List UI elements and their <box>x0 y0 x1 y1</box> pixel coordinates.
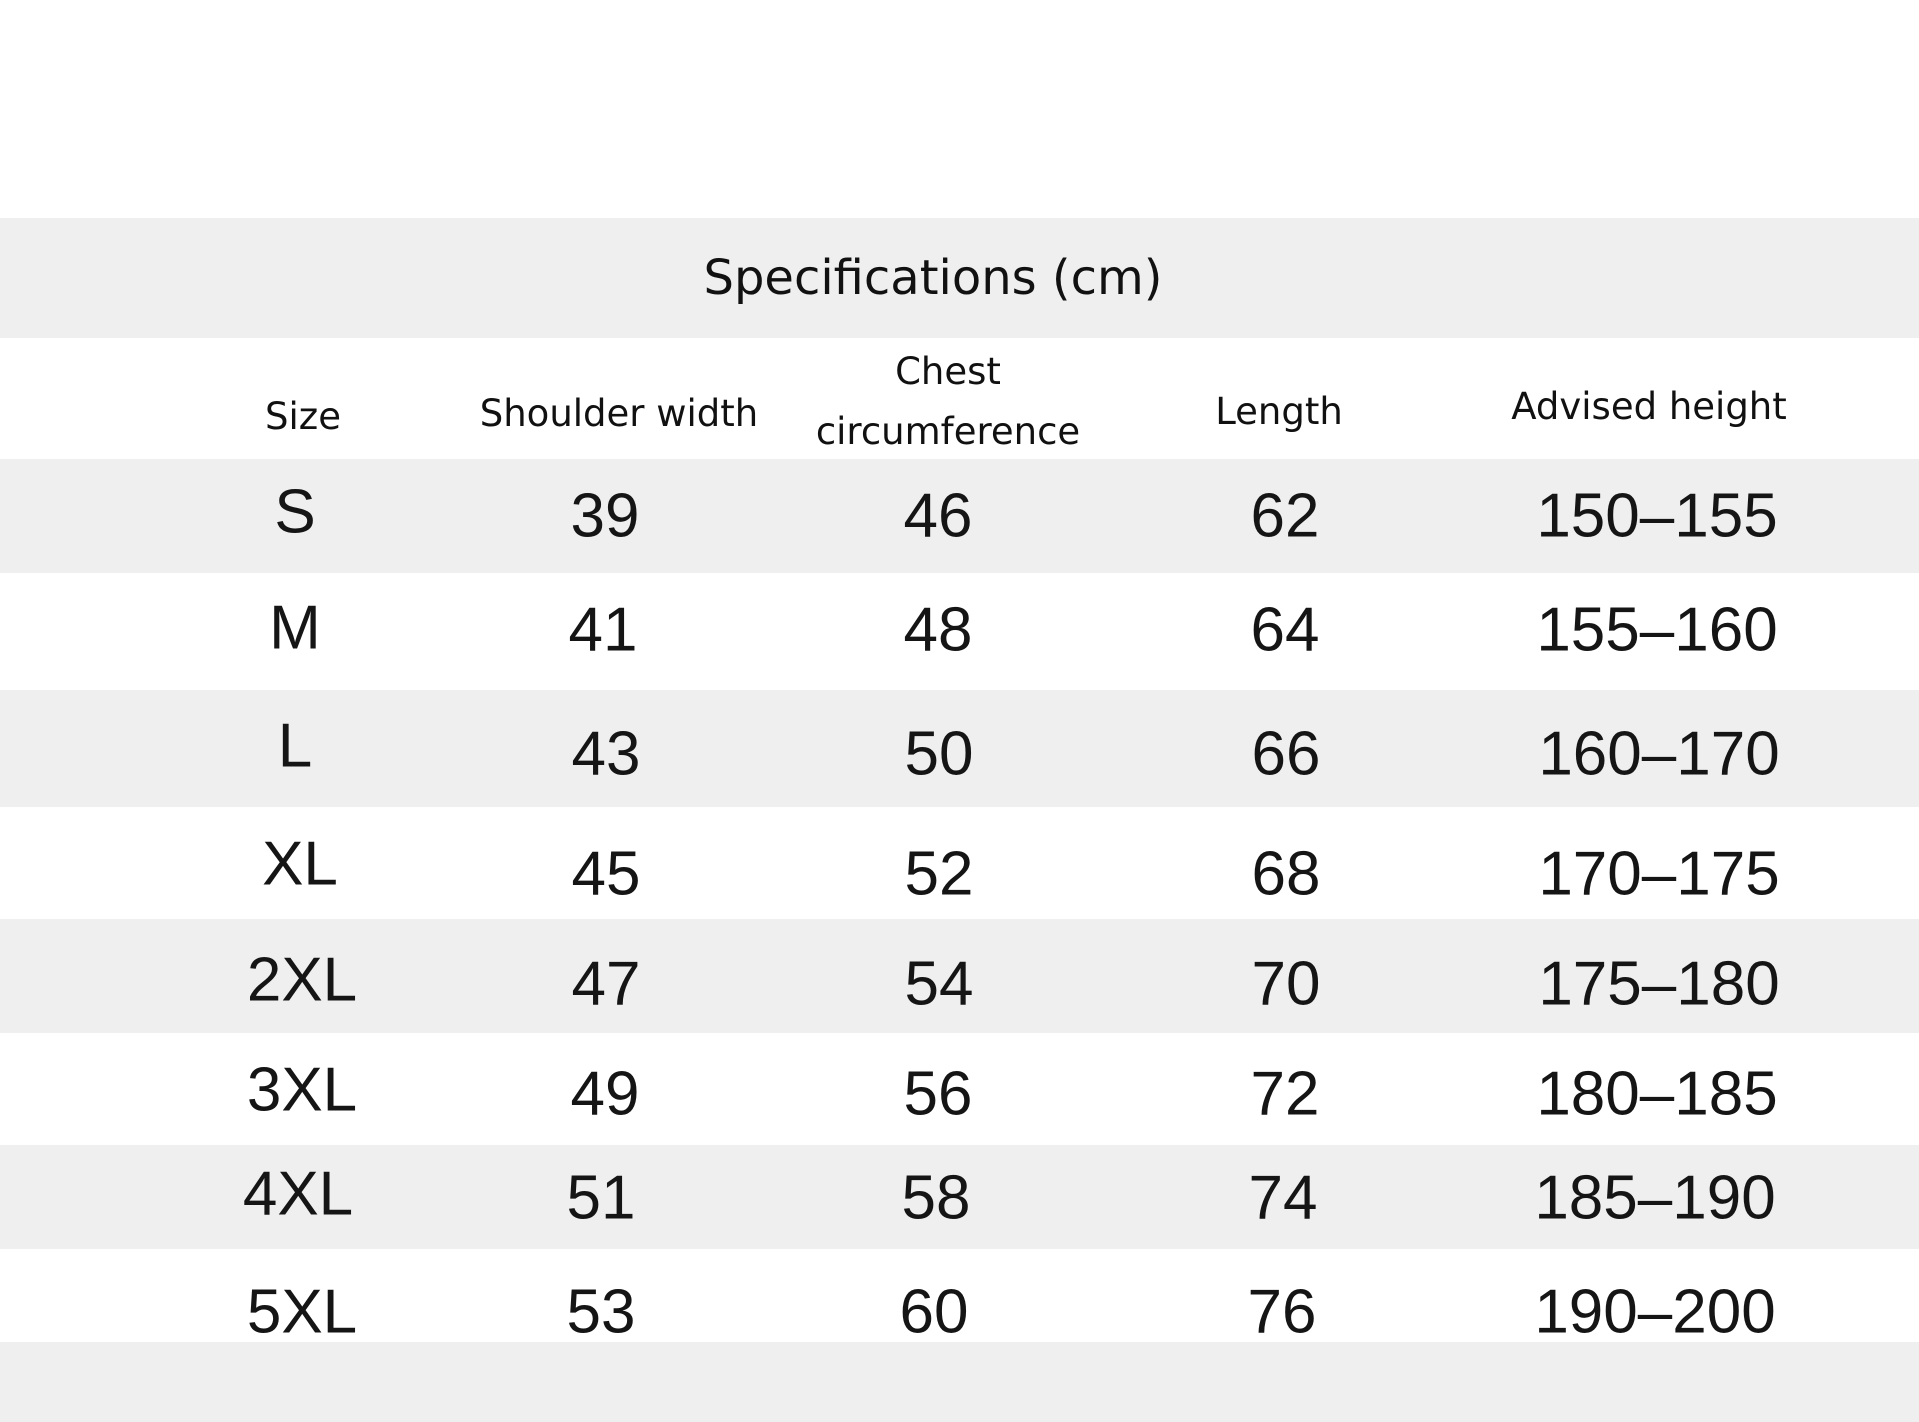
table-cell-length: 74 <box>1248 1163 1318 1233</box>
table-cell-height: 155–160 <box>1536 595 1778 665</box>
table-cell-chest: 56 <box>903 1059 973 1129</box>
table-cell-shoulder: 45 <box>571 839 641 909</box>
table-cell-shoulder: 41 <box>568 595 638 665</box>
table-cell-size: 3XL <box>246 1055 358 1125</box>
table-cell-shoulder: 39 <box>570 481 640 551</box>
table-cell-chest: 52 <box>904 839 974 909</box>
table-cell-height: 190–200 <box>1534 1277 1776 1347</box>
table-cell-length: 66 <box>1251 719 1321 789</box>
header-length: Length <box>1215 390 1343 433</box>
header-size: Size <box>265 395 341 438</box>
table-cell-length: 64 <box>1250 595 1320 665</box>
table-cell-height: 170–175 <box>1538 839 1780 909</box>
table-cell-length: 76 <box>1247 1277 1317 1347</box>
table-cell-height: 185–190 <box>1534 1163 1776 1233</box>
table-cell-chest: 50 <box>904 719 974 789</box>
table-cell-chest: 54 <box>904 949 974 1019</box>
table-cell-height: 150–155 <box>1536 481 1778 551</box>
table-cell-height: 175–180 <box>1538 949 1780 1019</box>
header-shoulder-width: Shoulder width <box>479 392 759 435</box>
table-cell-chest: 58 <box>901 1163 971 1233</box>
table-cell-length: 62 <box>1250 481 1320 551</box>
table-cell-size: S <box>274 477 316 547</box>
table-cell-chest: 48 <box>903 595 973 665</box>
table-cell-height: 160–170 <box>1538 719 1780 789</box>
table-cell-shoulder: 51 <box>566 1163 636 1233</box>
table-cell-chest: 46 <box>903 481 973 551</box>
header-chest-line1: Chest <box>895 350 1001 393</box>
table-cell-height: 180–185 <box>1536 1059 1778 1129</box>
table-cell-length: 68 <box>1251 839 1321 909</box>
table-cell-shoulder: 47 <box>571 949 641 1019</box>
table-title: Specifications (cm) <box>703 250 1163 306</box>
header-advised-height: Advised height <box>1511 385 1787 428</box>
table-cell-size: M <box>269 593 321 663</box>
table-cell-size: L <box>277 711 313 781</box>
table-cell-size: 2XL <box>246 945 358 1015</box>
table-cell-length: 70 <box>1251 949 1321 1019</box>
table-cell-chest: 60 <box>899 1277 969 1347</box>
table-cell-size: 4XL <box>242 1159 354 1229</box>
table-cell-shoulder: 43 <box>571 719 641 789</box>
table-cell-shoulder: 49 <box>570 1059 640 1129</box>
header-chest-line2: circumference <box>815 410 1081 453</box>
table-cell-size: 5XL <box>246 1277 358 1347</box>
table-cell-size: XL <box>262 829 338 899</box>
bottom-band <box>0 1342 1919 1422</box>
table-cell-length: 72 <box>1250 1059 1320 1129</box>
table-cell-shoulder: 53 <box>566 1277 636 1347</box>
